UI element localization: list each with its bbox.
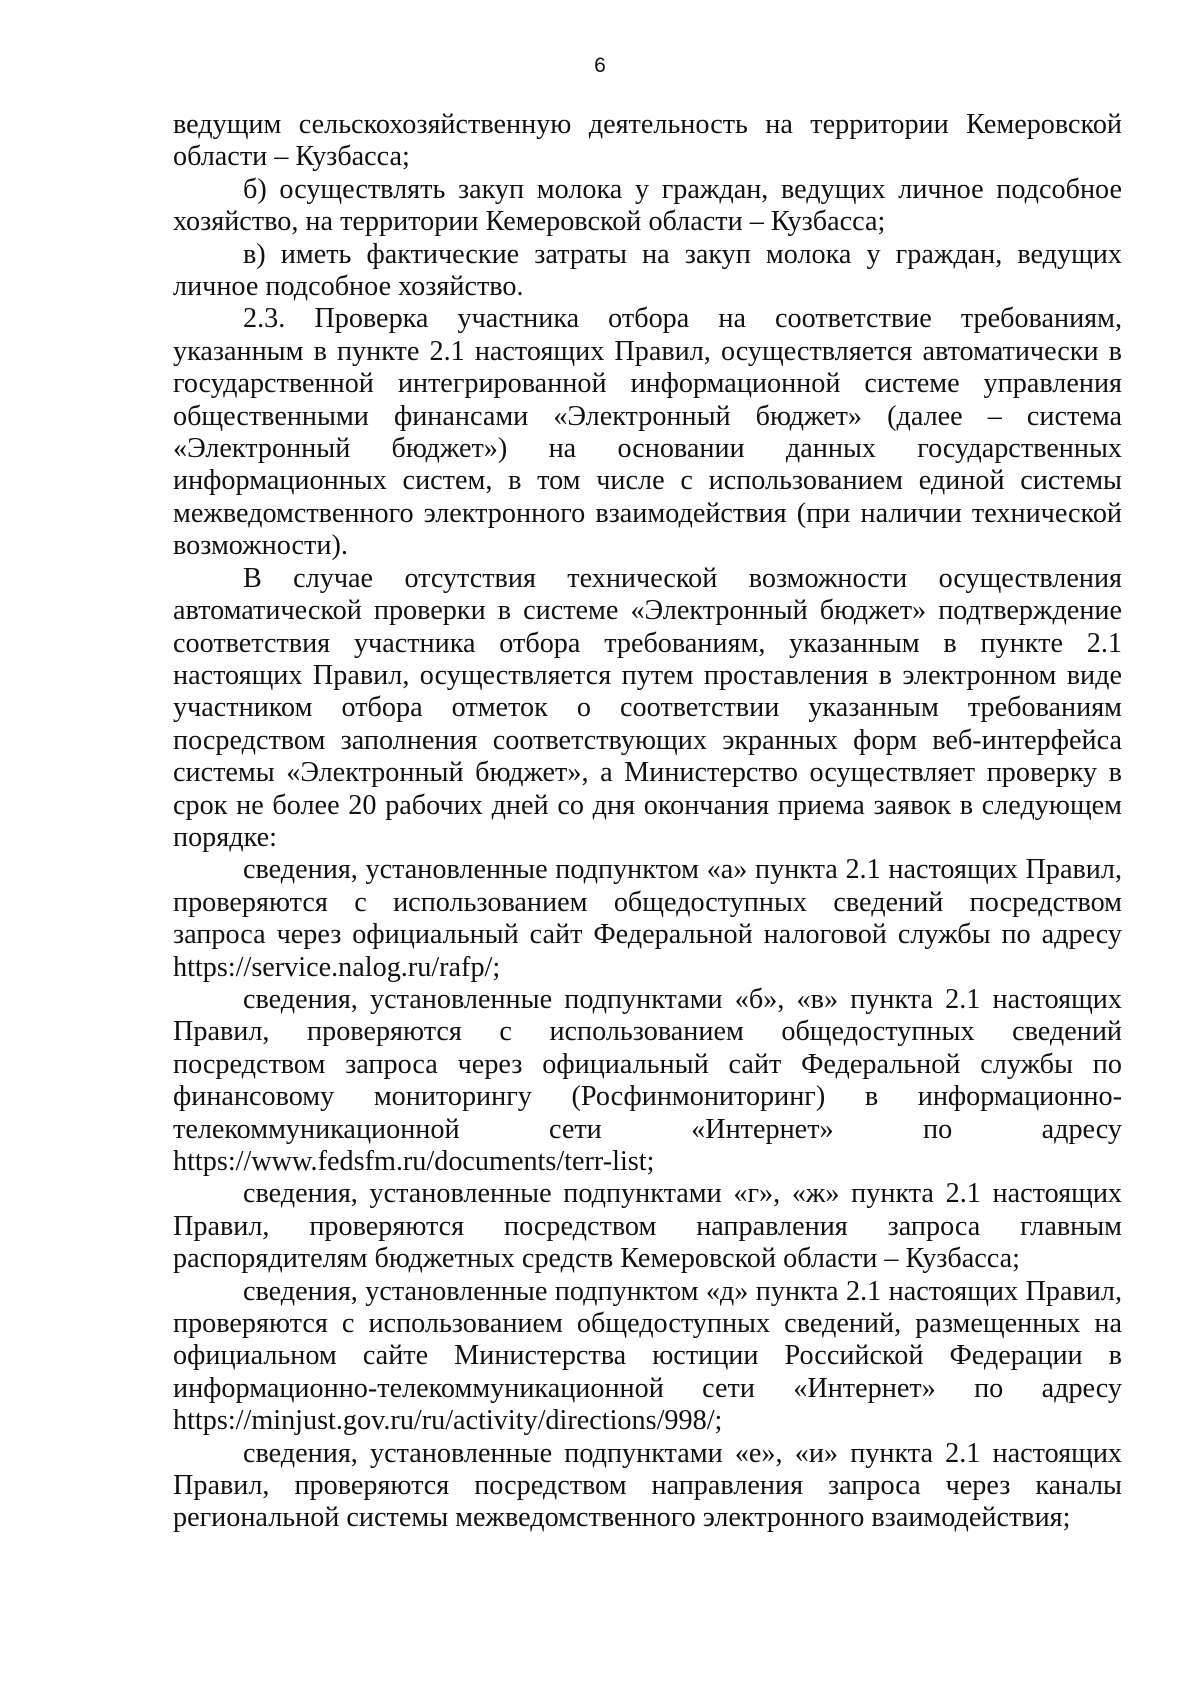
document-body bbox=[173, 109, 1122, 1535]
paragraph-check-d: сведения, установленные подпунктом «д» пункта 2.1 настоящих Правил, проверяются с использованием общедоступных сведений, размещенных на официальном сайте Министерства юстиции Российской Федерации в информационно-телекоммуникационной сети «Интернет» по адресу https://minjust.gov.ru/ru/activity/directions/998/; bbox=[173, 1275, 1122, 1437]
paragraph-check-g-zh: сведения, установленные подпунктами «г», «ж» пункта 2.1 настоящих Правил, проверяются посредством направления запроса главным распорядителям бюджетных средств Кемеровской области – Кузбасса; bbox=[173, 1178, 1122, 1275]
paragraph-2-3: 2.3. Проверка участника отбора на соответствие требованиям, указанным в пункте 2.1 настоящих Правил, осуществляется автоматически в государственной интегрированной информационной системе управления общественными финансами «Электронный бюджет» (далее – система «Электронный бюджет») на основании данных государственных информационных систем, в том числе с использованием единой системы межведомственного электронного взаимодействия (при наличии технической возможности). bbox=[173, 303, 1122, 562]
page-number: 6 bbox=[594, 54, 606, 77]
paragraph-no-technical-possibility: В случае отсутствия технической возможности осуществления автоматической проверки в системе «Электронный бюджет» подтверждение соответствия участника отбора требованиям, указанным в пункте 2.1 настоящих Правил, осуществляется путем проставления в электронном виде участником отбора отметок о соответствии указанным требованиям посредством заполнения соответствующих экранных форм веб-интерфейса системы «Электронный бюджет», а Министерство осуществляет проверку в срок не более 20 рабочих дней со дня окончания приема заявок в следующем порядке: bbox=[173, 562, 1122, 853]
paragraph-item-b: б) осуществлять закуп молока у граждан, ведущих личное подсобное хозяйство, на территории Кемеровской области – Кузбасса; bbox=[173, 173, 1122, 238]
paragraph-check-e-i: сведения, установленные подпунктами «е», «и» пункта 2.1 настоящих Правил, проверяются посредством направления запроса через каналы региональной системы межведомственного электронного взаимодействия; bbox=[173, 1437, 1122, 1534]
paragraph-check-a: сведения, установленные подпунктом «а» пункта 2.1 настоящих Правил, проверяются с использованием общедоступных сведений посредством запроса через официальный сайт Федеральной налоговой службы по адресу https://service.nalog.ru/rafp/; bbox=[173, 854, 1122, 983]
paragraph-item-v: в) иметь фактические затраты на закуп молока у граждан, ведущих личное подсобное хозяйство. bbox=[173, 238, 1122, 303]
paragraph-continuation: ведущим сельскохозяйственную деятельность на территории Кемеровской области – Кузбасса; bbox=[173, 109, 1122, 173]
paragraph-check-b-v: сведения, установленные подпунктами «б», «в» пункта 2.1 настоящих Правил, проверяются с использованием общедоступных сведений посредством запроса через официальный сайт Федеральной службы по финансовому мониторингу (Росфинмониторинг) в информационно-телекоммуникационной сети «Интернет» по адресу https://www.fedsfm.ru/documents/terr-list; bbox=[173, 983, 1122, 1177]
